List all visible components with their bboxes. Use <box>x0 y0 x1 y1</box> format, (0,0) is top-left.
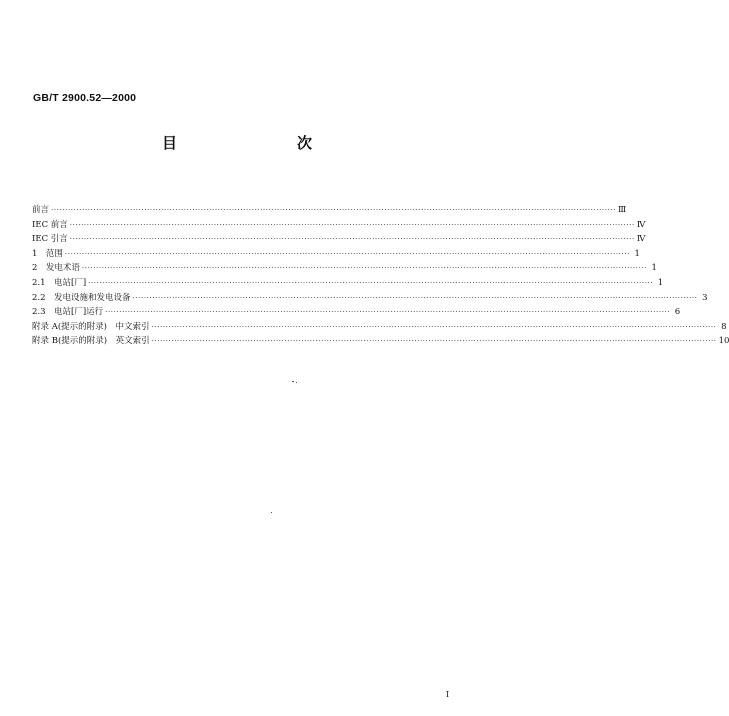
toc-entry-label: 2.1 电站[厂] <box>32 277 87 288</box>
toc-entry-page: 6 <box>674 307 681 318</box>
toc-entry-page: Ⅳ <box>636 234 646 245</box>
toc-dot-leader: ········································································································································································································ <box>64 249 630 258</box>
toc-entry-label: 前言 <box>32 205 50 215</box>
toc-entry[interactable] <box>32 276 664 291</box>
toc-dot-leader: ········································································································································································································ <box>151 322 717 331</box>
toc-entry-label: 附录 A(提示的附录) 中文索引 <box>32 321 150 332</box>
toc-dot-leader: ········································································································································································································ <box>51 206 617 214</box>
toc-entry[interactable] <box>32 334 729 349</box>
page-title: 目 次 <box>161 134 342 152</box>
toc-entry[interactable] <box>32 218 646 233</box>
table-of-contents <box>32 203 729 349</box>
toc-entry-label: 1 范围 <box>32 248 63 259</box>
toc-entry-page: Ⅲ <box>618 205 627 215</box>
toc-entry-label: IEC 引言 <box>32 234 68 245</box>
toc-dot-leader: ········································································································································································································ <box>151 337 717 346</box>
toc-entry-page: 1 <box>634 248 640 259</box>
toc-entry-page: 8 <box>721 321 727 332</box>
toc-dot-leader: ········································································································································································································ <box>105 308 671 317</box>
scan-speck <box>296 382 297 383</box>
toc-dot-leader: ········································································································································································································ <box>81 264 647 273</box>
toc-entry-label: 2 发电术语 <box>32 263 80 274</box>
toc-entry-label: 2.2 发电设施和发电设备 <box>32 292 131 303</box>
toc-entry[interactable] <box>32 291 708 306</box>
toc-entry-page: 1 <box>651 263 657 274</box>
toc-entry-label: IEC 前言 <box>32 219 68 230</box>
scan-speck <box>292 381 294 382</box>
toc-entry-page: 3 <box>702 292 708 303</box>
toc-dot-leader: ········································································································································································································ <box>69 220 635 229</box>
toc-entry-page: 1 <box>657 277 664 288</box>
page-number: I <box>446 690 450 699</box>
toc-entry-label: 附录 B(提示的附录) 英文索引 <box>32 336 150 347</box>
toc-entry-page: Ⅳ <box>636 219 646 230</box>
standard-code: GB/T 2900.52—2000 <box>33 92 137 104</box>
toc-entry[interactable] <box>32 261 657 276</box>
toc-dot-leader: ········································································································································································································ <box>88 278 654 287</box>
toc-dot-leader: ········································································································································································································ <box>132 293 698 302</box>
toc-entry[interactable] <box>32 247 640 262</box>
toc-dot-leader: ········································································································································································································ <box>69 235 635 244</box>
toc-entry-page: 10 <box>718 336 729 347</box>
toc-entry[interactable] <box>32 305 681 320</box>
toc-entry[interactable] <box>32 232 646 247</box>
scan-speck <box>271 512 272 513</box>
toc-entry[interactable] <box>32 320 727 335</box>
toc-entry[interactable] <box>32 203 627 218</box>
toc-entry-label: 2.3 电站[厂]运行 <box>32 307 104 318</box>
